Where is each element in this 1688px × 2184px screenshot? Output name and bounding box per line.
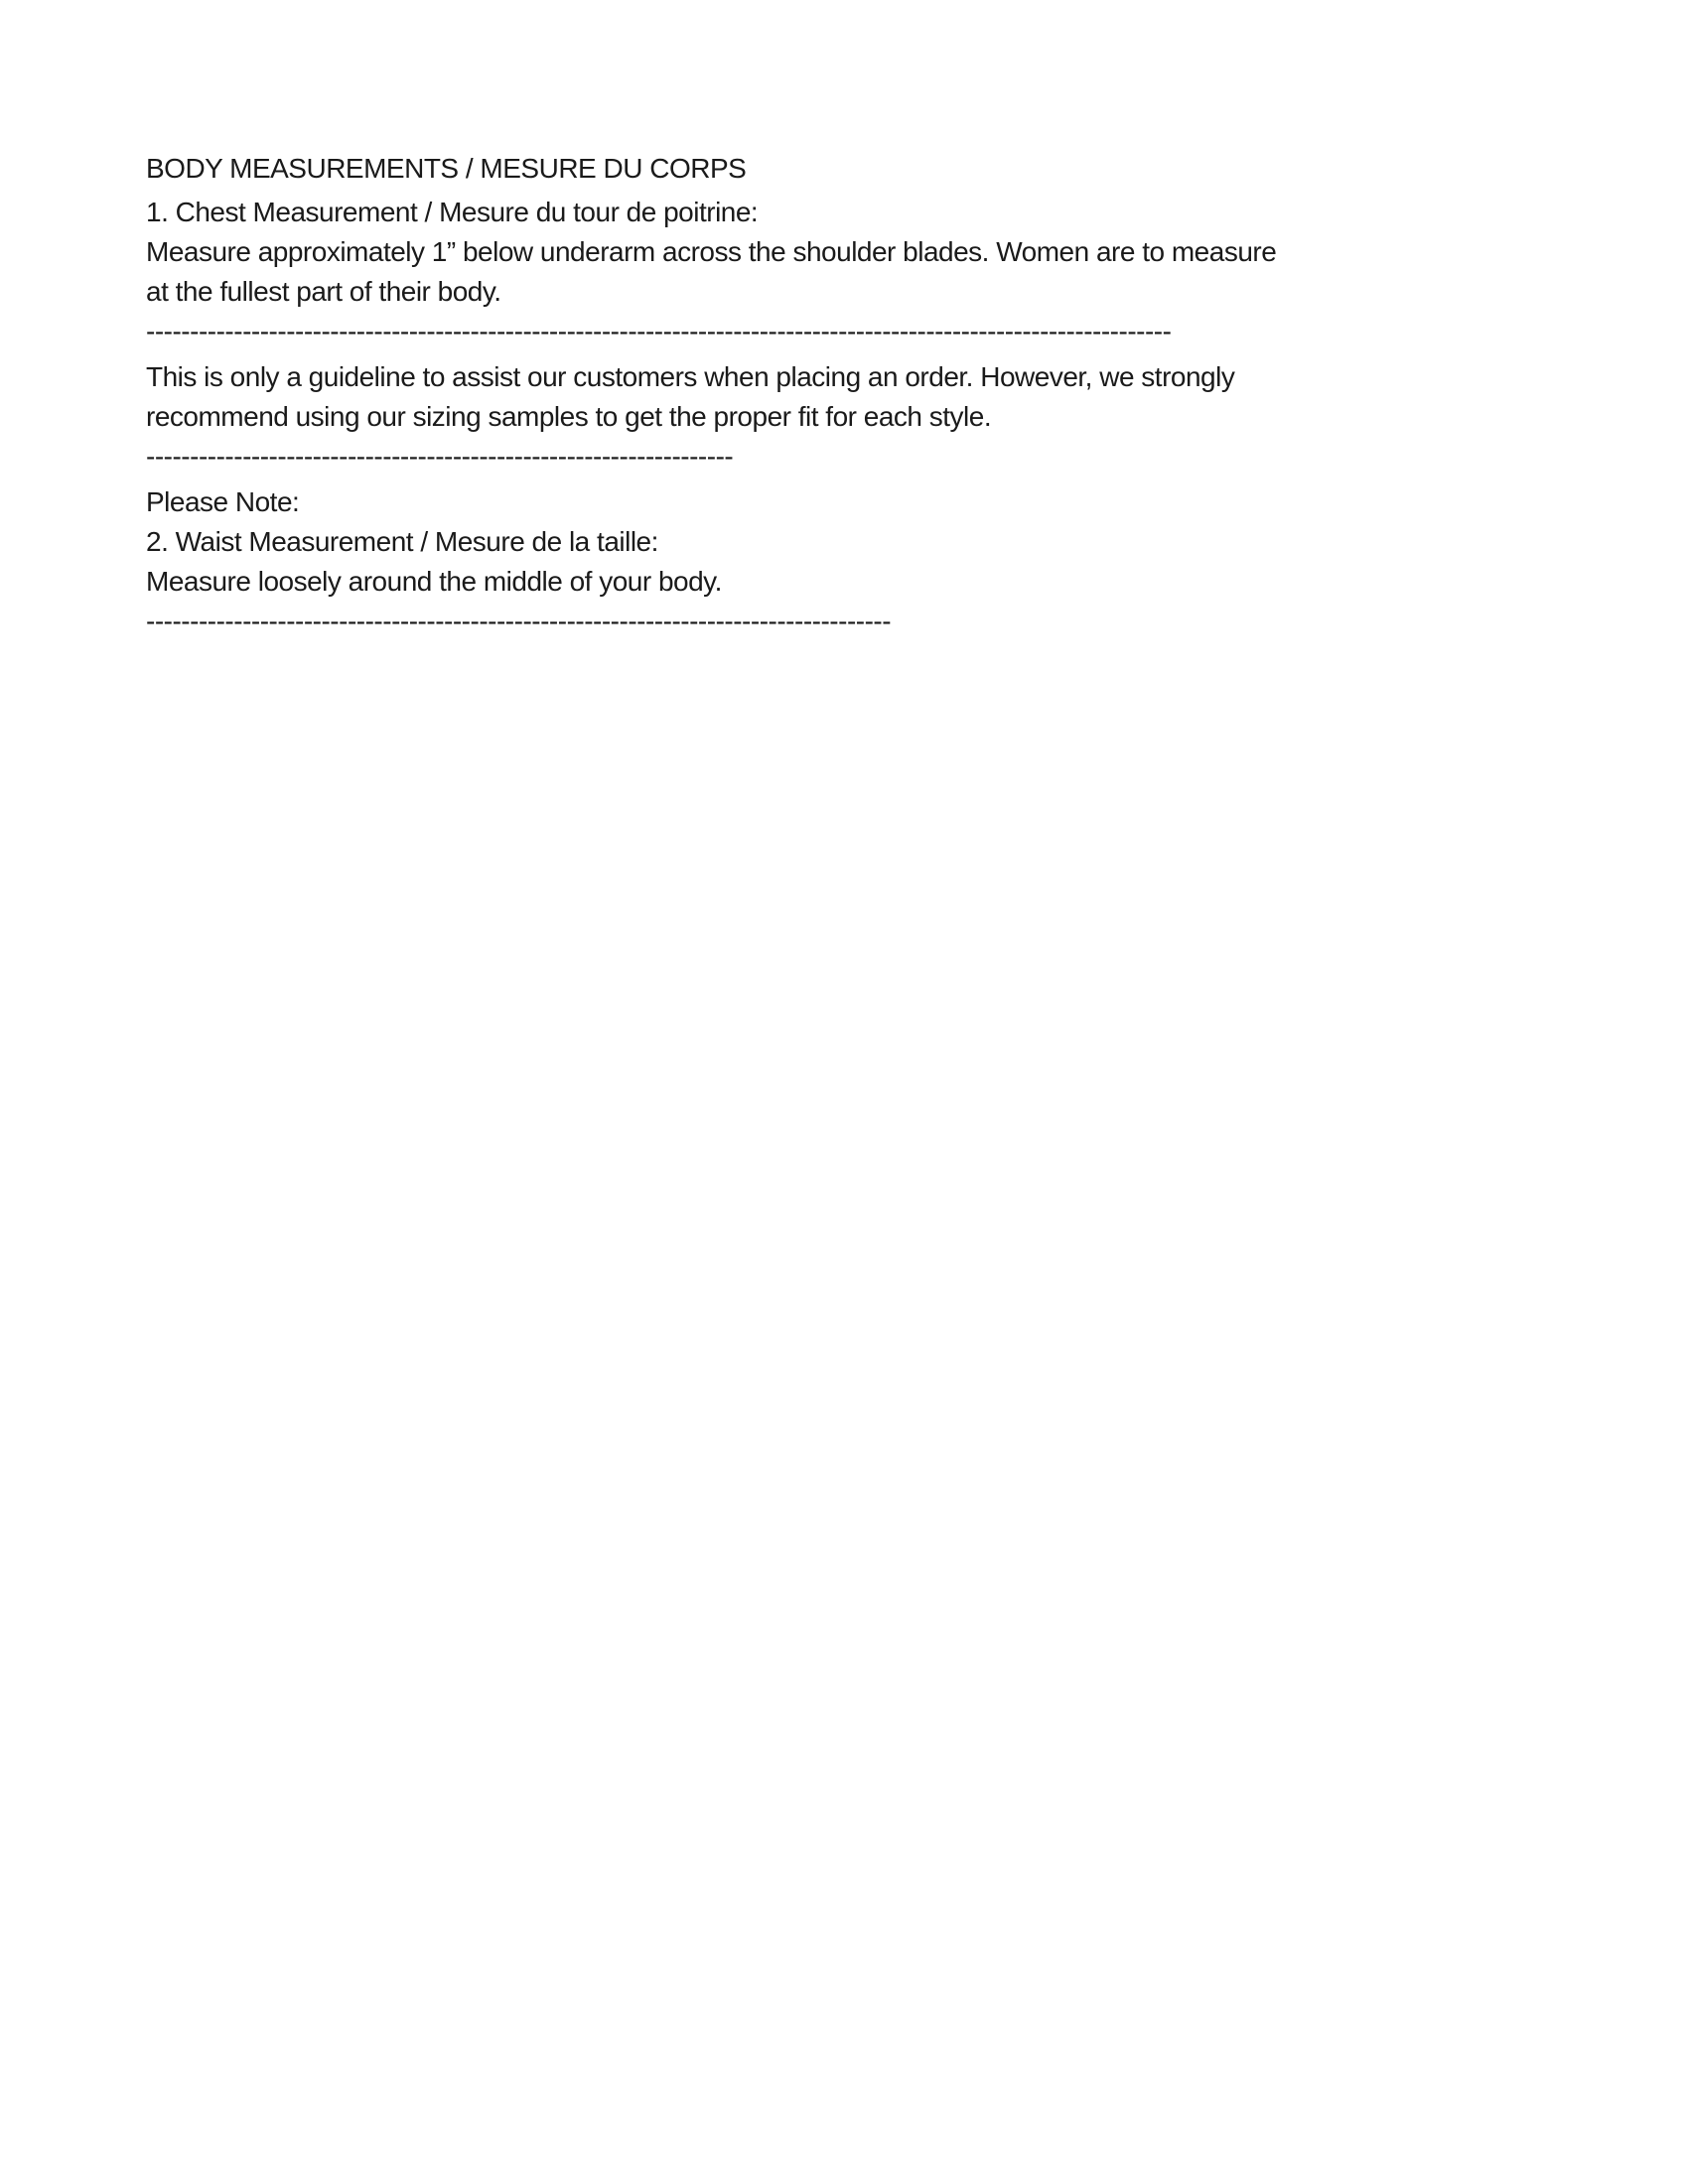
guideline-note-line-2: recommend using our sizing samples to get the proper fit for each style.: [146, 401, 992, 432]
page-title: BODY MEASUREMENTS / MESURE DU CORPS: [146, 153, 747, 184]
waist-measurement-heading: 2. Waist Measurement / Mesure de la taille:: [146, 526, 658, 557]
guideline-note-line-1: This is only a guideline to assist our customers when placing an order. However, we strongly: [146, 361, 1235, 392]
separator-line-1: ---------------------------------------------------------------------------------------------------------------------: [146, 316, 1172, 346]
please-note-label: Please Note:: [146, 486, 300, 517]
separator-line-2: -------------------------------------------------------------------: [146, 441, 734, 472]
chest-measurement-heading: 1. Chest Measurement / Mesure du tour de poitrine:: [146, 197, 759, 227]
chest-instruction-line-2: at the fullest part of their body.: [146, 276, 501, 307]
chest-instruction-line-1: Measure approximately 1” below underarm across the shoulder blades. Women are to measure: [146, 236, 1277, 267]
waist-instruction: Measure loosely around the middle of your body.: [146, 566, 722, 597]
separator-line-3: -------------------------------------------------------------------------------------: [146, 606, 892, 636]
document-content: [146, 149, 1536, 647]
